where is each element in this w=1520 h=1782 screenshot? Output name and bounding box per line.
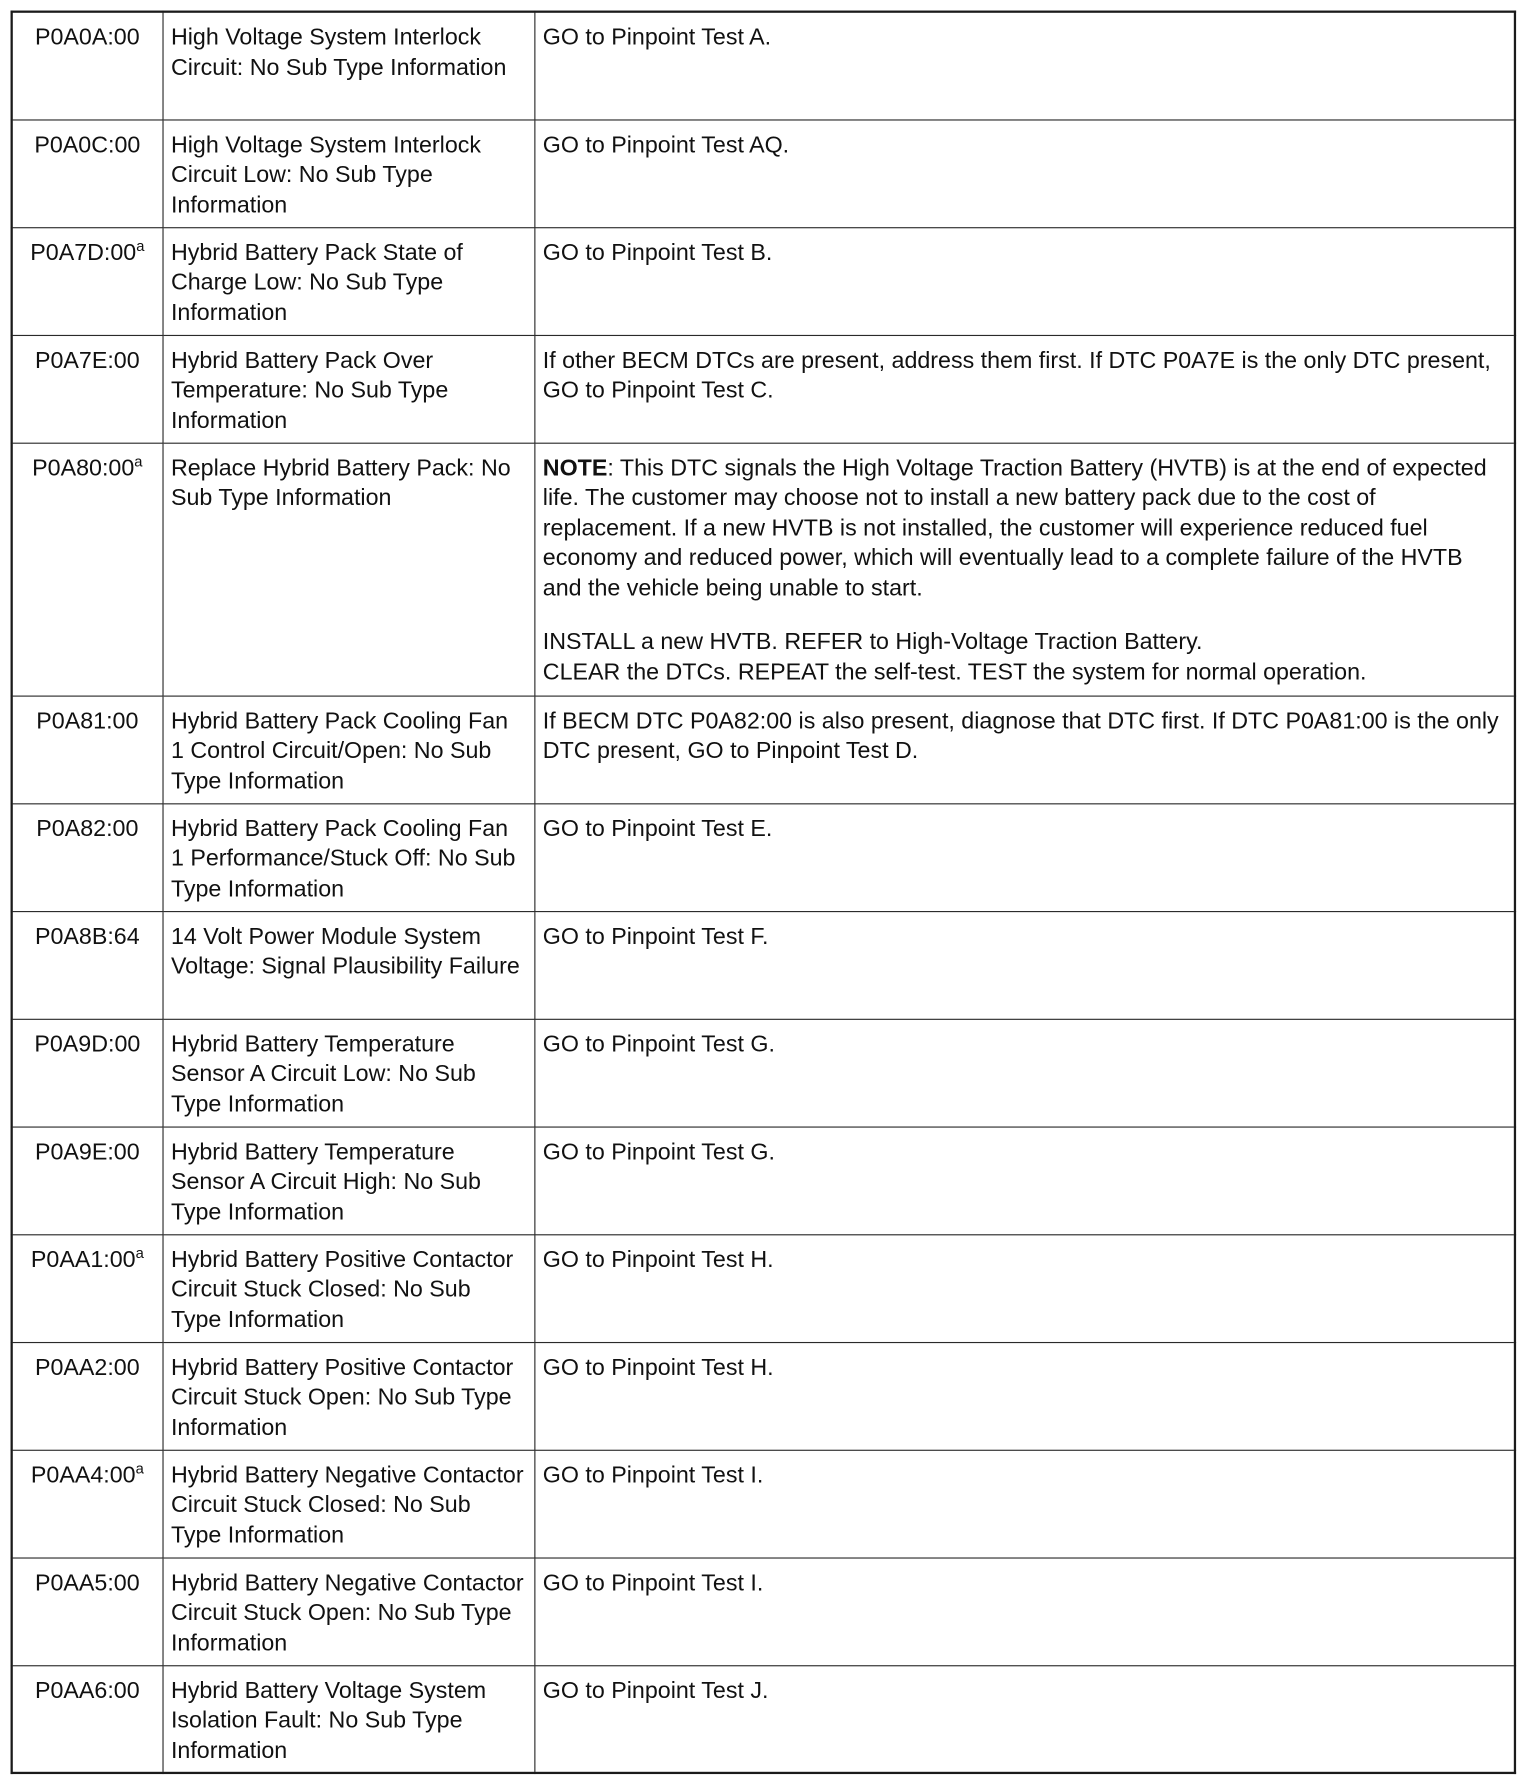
dtc-code-cell: P0A80:00$^a$ [12, 443, 163, 696]
action-cell: If BECM DTC P0A82:00 is also present, diagnose that DTC first. If DTC P0A81:00 is the only DTC present, GO to Pinpoint Test D. [534, 696, 1515, 804]
dtc-code-cell: P0AA4:00$^a$ [12, 1450, 163, 1558]
table-row [12, 443, 1515, 696]
action-cell: GO to Pinpoint Test F. [534, 911, 1515, 1019]
table-row [12, 1342, 1515, 1450]
dtc-code-cell: P0A7D:00$^a$ [12, 227, 163, 335]
dtc-code-cell: P0A0C:00 [12, 119, 163, 227]
action-line: CLEAR the DTCs. REPEAT the self-test. TEST the system for normal operation. [542, 658, 1367, 685]
dtc-code-cell: P0A0A:00 [12, 12, 163, 120]
table-row [12, 1234, 1515, 1342]
action-cell: GO to Pinpoint Test H. [534, 1342, 1515, 1450]
table-row [12, 1126, 1515, 1234]
table-row [12, 696, 1515, 804]
table-row [12, 12, 1515, 120]
description-cell: Hybrid Battery Pack Cooling Fan 1 Performance/Stuck Off: No Sub Type Information [162, 803, 534, 911]
description-cell: Hybrid Battery Pack Over Temperature: No Sub Type Information [162, 335, 534, 443]
table-row [12, 1557, 1515, 1665]
description-cell: Hybrid Battery Temperature Sensor A Circuit High: No Sub Type Information [162, 1126, 534, 1234]
note-text: : This DTC signals the High Voltage Traction Battery (HVTB) is at the end of expected life. The customer may choose not to install a new battery pack due to the cost of replacement. If a new HVTB is not installed, the customer will experience reduced fuel economy and reduced power, which will eventually lead to a complete failure of the HVTB and the vehicle being unable to start. [542, 454, 1487, 601]
description-cell: Hybrid Battery Positive Contactor Circuit Stuck Open: No Sub Type Information [162, 1342, 534, 1450]
action-line: INSTALL a new HVTB. REFER to High-Voltage Traction Battery. [542, 628, 1203, 655]
table-row [12, 227, 1515, 335]
dtc-code-cell: P0A9D:00 [12, 1019, 163, 1127]
dtc-code-cell: P0A7E:00 [12, 335, 163, 443]
dtc-code-cell: P0AA1:00$^a$ [12, 1234, 163, 1342]
dtc-code-cell: P0A82:00 [12, 803, 163, 911]
dtc-code-cell: P0AA2:00 [12, 1342, 163, 1450]
description-cell: Hybrid Battery Voltage System Isolation Fault: No Sub Type Information [162, 1665, 534, 1773]
dtc-code-cell: P0AA5:00 [12, 1557, 163, 1665]
description-cell: Hybrid Battery Negative Contactor Circuit Stuck Closed: No Sub Type Information [162, 1450, 534, 1558]
action-cell: GO to Pinpoint Test H. [534, 1234, 1515, 1342]
note-label: NOTE [542, 454, 608, 481]
description-cell: High Voltage System Interlock Circuit Low: No Sub Type Information [162, 119, 534, 227]
action-cell: GO to Pinpoint Test I. [534, 1557, 1515, 1665]
action-cell: GO to Pinpoint Test E. [534, 803, 1515, 911]
table-row [12, 1019, 1515, 1127]
dtc-table [11, 11, 1517, 1775]
action-cell: If other BECM DTCs are present, address them first. If DTC P0A7E is the only DTC present, GO to Pinpoint Test C. [534, 335, 1515, 443]
dtc-code-cell: P0AA6:00 [12, 1665, 163, 1773]
action-cell: GO to Pinpoint Test G. [534, 1126, 1515, 1234]
table-row [12, 1450, 1515, 1558]
description-cell: Hybrid Battery Positive Contactor Circuit Stuck Closed: No Sub Type Information [162, 1234, 534, 1342]
description-cell: Hybrid Battery Negative Contactor Circuit Stuck Open: No Sub Type Information [162, 1557, 534, 1665]
table-row [12, 119, 1515, 227]
table-row [12, 1665, 1515, 1773]
dtc-code-cell: P0A81:00 [12, 696, 163, 804]
dtc-code-cell: P0A8B:64 [12, 911, 163, 1019]
document-page [6, 6, 1514, 1770]
description-cell: Hybrid Battery Pack Cooling Fan 1 Control Circuit/Open: No Sub Type Information [162, 696, 534, 804]
action-cell: GO to Pinpoint Test B. [534, 227, 1515, 335]
description-cell: Hybrid Battery Pack State of Charge Low: No Sub Type Information [162, 227, 534, 335]
description-cell: Replace Hybrid Battery Pack: No Sub Type Information [162, 443, 534, 696]
description-cell: Hybrid Battery Temperature Sensor A Circuit Low: No Sub Type Information [162, 1019, 534, 1127]
action-cell: GO to Pinpoint Test J. [534, 1665, 1515, 1773]
action-cell: GO to Pinpoint Test G. [534, 1019, 1515, 1127]
action-cell: GO to Pinpoint Test AQ. [534, 119, 1515, 227]
action-cell: GO to Pinpoint Test A. [534, 12, 1515, 120]
description-cell: 14 Volt Power Module System Voltage: Signal Plausibility Failure [162, 911, 534, 1019]
action-cell [534, 443, 1515, 696]
table-row [12, 803, 1515, 911]
table-row [12, 911, 1515, 1019]
action-cell: GO to Pinpoint Test I. [534, 1450, 1515, 1558]
table-row [12, 335, 1515, 443]
dtc-code-cell: P0A9E:00 [12, 1126, 163, 1234]
description-cell: High Voltage System Interlock Circuit: No Sub Type Information [162, 12, 534, 120]
